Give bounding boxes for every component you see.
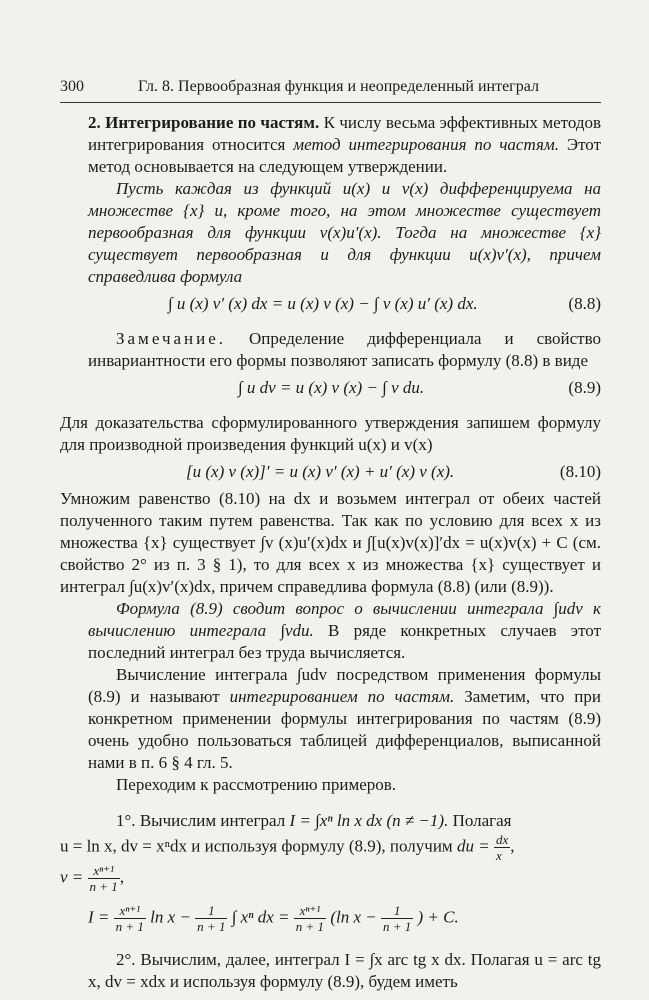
section-intro: 2. Интегрирование по частям. К числу весьма эффективных методов интегрирования относится метод интегрирования по частям. Этот метод основывается на следующем утверждении.	[88, 113, 602, 176]
examples-intro: Переходим к рассмотрению примеров.	[116, 775, 397, 794]
example-1-substitution: u = ln x, dv = xⁿdx и используя формулу (8.9), получим du = $\frac{dx}{x}$ ,	[60, 832, 515, 863]
formula-8-10	[88, 456, 601, 488]
formula-8-9-expr: ∫ u dv = u (x) v (x) − ∫ v du.	[238, 378, 425, 397]
v-fraction: $\frac{\text{xⁿ⁺¹}}{n + 1}$	[89, 863, 118, 894]
naming-paragraph: Вычисление интеграла ∫udv посредством применения формулы (8.9) и называют интегрированием по частям. Заметим, что при конкретном применении формулы интегрирования по частям (8.9) очень удобно пользоваться таблицей дифференциалов, выписанной нами в п. 6 § 4 гл. 5.	[88, 665, 601, 772]
example-1-v-value: v = $\frac{\text{xⁿ⁺¹}}{n + 1}$ ,	[60, 863, 125, 894]
equation-label-8-10: (8.10)	[559, 462, 601, 481]
theorem-statement: Пусть каждая из функций u(x) и v(x) дифференцируема на множестве {x} и, кроме того, на этом множестве существует первообразная для функции v(x)u′(x). Тогда на множестве {x} существует первообразная и для функции u(x)v′(x), причем справедлива формула	[88, 179, 601, 286]
remark-heading: Замечание.	[116, 329, 227, 348]
example-1-integral: I = ∫xⁿ ln x dx (n ≠ −1).	[289, 811, 449, 830]
example-2-marker: 2°.	[116, 950, 136, 969]
example-1-result: I = $\frac{\text{xⁿ⁺¹}}{n + 1}$ ln x − $\frac{1}{n + 1}$ ∫ xⁿ dx = $\frac{\text{xⁿ⁺¹}}{n + 1}$ (ln x − $\frac{1}{n + 1}$ ) + C.	[88, 903, 459, 934]
example-1-marker: 1°.	[116, 811, 136, 830]
remark-paragraph: Замечание. Определение дифференциала и свойство инвариантности его формы позволяют записать формулу (8.8) в виде	[88, 329, 602, 370]
running-header	[60, 78, 601, 100]
chapter-title: Гл. 8. Первообразная функция и неопределенный интеграл	[138, 78, 539, 95]
formula-8-8-expr: ∫ u (x) v′ (x) dx = u (x) v (x) − ∫ v (x) u′ (x) dx.	[168, 294, 478, 313]
example-1-statement: 1°. Вычислим интеграл I = ∫xⁿ ln x dx (n ≠ −1). Полагая	[116, 811, 512, 830]
section-heading: 2. Интегрирование по частям.	[88, 113, 320, 132]
term-integration-by-parts: метод интегрирования по частям.	[293, 135, 559, 154]
formula-8-10-expr: [u (x) v (x)]′ = u (x) v′ (x) + u′ (x) v (x).	[186, 462, 455, 481]
equation-label-8-8: (8.8)	[568, 294, 601, 313]
formula-8-9	[88, 372, 601, 404]
equation-label-8-9: (8.9)	[568, 378, 601, 397]
proof-intro: Для доказательства сформулированного утверждения запишем формулу для производной произведения функций u(x) и v(x)	[60, 413, 601, 454]
header-rule	[60, 102, 601, 103]
du-fraction: $\frac{dx}{x}$	[495, 832, 509, 863]
proof-paragraph: Умножим равенство (8.10) на dx и возьмем интеграл от обеих частей полученного таким путем равенства. Так как по условию для всех x из множества {x} существует ∫v (x)u′(x)dx и ∫[u(x)v(x)]′dx = u(x)v(x) + C (см. свойство 2° из п. 3 § 1), то для всех x из множества {x} существует и интеграл ∫u(x)v′(x)dx, причем справедлива формула (8.8) (или (8.9)).	[60, 489, 601, 596]
example-2-statement: 2°. Вычислим, далее, интеграл I = ∫x arc tg x dx. Полагая u = arc tg x, dv = xdx и используя формулу (8.9), будем иметь	[88, 950, 601, 991]
formula-8-8	[88, 288, 601, 320]
page-body	[60, 112, 602, 993]
page-number: 300	[60, 78, 84, 95]
reduction-paragraph: Формула (8.9) сводит вопрос о вычислении интеграла ∫udv к вычислению интеграла ∫vdu. В ряде конкретных случаев этот последний интеграл без труда вычисляется.	[88, 599, 602, 662]
term-integration-by-parts-2: интегрированием по частям.	[229, 687, 455, 706]
